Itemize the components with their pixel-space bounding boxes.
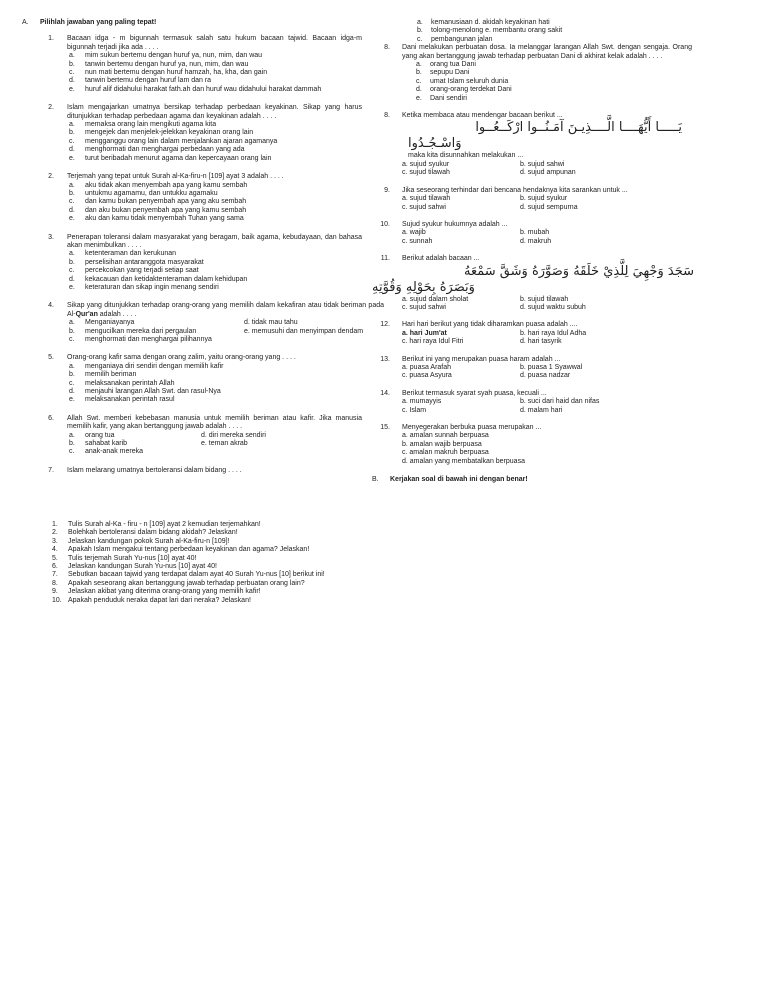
option-text: huruf alif didahului harakat fath.ah dan huruf wau didahului harakat dammah [85,85,322,93]
option-list [67,52,362,94]
option-letter: c. [69,198,75,206]
option-letter: a. [69,181,75,189]
option-item: d. diri mereka sendiri [201,431,266,439]
question-stem: Bacaan idga - m bigunnah termasuk salah satu hukum bacaan tajwid. Bacaan idga-m bigunnah terjadi jika ada . . . . [67,35,362,51]
option-item: b. mubah [520,229,550,237]
option-grid [402,161,692,178]
question-continuation: maka kita disunnahkan melakukan ... [408,152,524,160]
option-letter: e. [416,94,422,102]
option-item [69,129,362,137]
essay-number: 6. [52,563,58,571]
option-item: d. tidak mau tahu [244,319,298,327]
option-text: menjauhi larangan Allah Swt. dan rasul-Nya [85,388,221,396]
question-14 [372,390,692,415]
essay-text: Jelaskan akibat yang diterima orang-orang yang memilih kafir! [68,588,261,596]
option-letter: b. [69,129,75,137]
question-body [67,173,362,223]
option-item [69,52,362,60]
option-item [69,155,362,163]
section-b-letter: B. [372,476,379,484]
question-stem: Berikut ini yang merupakan puasa haram adalah ... [402,355,561,363]
option-item [69,121,362,129]
question-13 [372,356,692,381]
option-letter: c. [69,448,75,456]
option-grid [402,229,692,246]
essay-item [52,588,512,596]
option-text: orang tua [85,431,115,439]
essay-item [52,555,512,563]
question-stem: Hari hari berikut yang tidak diharamkan puasa adalah .... [402,321,578,329]
right-column [372,19,692,484]
question-number: 12. [380,321,390,329]
option-item [69,61,362,69]
option-item: c. puasa Asyura [402,372,452,380]
option-item: d. makruh [520,237,552,245]
option-item [416,95,692,103]
option-text: Dani sendiri [430,94,467,102]
option-item [69,284,362,292]
question-item [22,234,362,293]
option-grid [402,296,692,313]
option-item: d. amalan yang membatalkan berpuasa [402,457,525,465]
essay-number: 3. [52,537,58,545]
question-number: 8. [384,112,390,120]
option-grid [402,398,692,415]
question-stem: Berikut termasuk syarat syah puasa, kecuali ... [402,389,547,397]
essay-number: 4. [52,546,58,554]
option-item [417,19,692,27]
option-item [69,363,362,371]
option-letter: a. [69,362,75,370]
option-text: mim sukun bertemu dengan huruf ya, nun, mim, dan wau [85,52,263,60]
option-text: tanwin bertemu dengan huruf lam dan ra [85,77,212,85]
essay-text: Apakah penduduk neraka dapat lari dari neraka? Jelaskan! [68,596,251,604]
option-item [417,27,692,35]
question-8 [372,44,692,103]
option-text: tanwin bertemu dengan huruf ya, nun, mim, dan wau [85,60,249,68]
option-item: b. sujud tilawah [520,295,569,303]
question-body [67,234,362,293]
stem-part: adalah . . . . [97,310,137,318]
option-item [416,69,692,77]
option-item: c. Islam [402,406,427,414]
option-text: tolong-menolong e. membantu orang sakit [431,27,563,35]
option-item: e. memusuhi dan menyimpan dendam [244,327,364,335]
question-number: 2. [48,173,54,181]
option-text: menganiaya diri sendiri dengan memilih kafir [85,362,224,370]
option-item [69,388,362,396]
option-item: a. amalan sunnah berpuasa [402,432,489,440]
question-10 [372,221,692,246]
option-letter: c. [417,35,423,43]
option-text: menghormati dan menghargai perbedaan yang ada [85,146,245,154]
option-item: a. sujud syukur [402,160,450,168]
option-text: sepupu Dani [430,69,470,77]
option-item: c. sujud sahwi [402,303,446,311]
section-b-heading: Kerjakan soal di bawah ini dengan benar! [390,476,528,484]
option-item: a. sujud dalam sholat [402,295,469,303]
option-item: b. hari raya Idul Adha [520,329,587,337]
option-text: pembangunan jalan [431,35,493,43]
option-text: percekcokan yang terjadi setiap saat [85,267,199,275]
option-item [69,259,362,267]
option-item: a. sujud tilawah [402,195,451,203]
option-item: b. amalan wajib berpuasa [402,440,482,448]
question-stem: Jika seseorang terhindar dari bencana hendaknya kita sarankan untuk ... [402,186,628,194]
question-9 [372,187,692,212]
question-item [22,35,362,94]
option-item: b. sujud sahwi [520,160,565,168]
question-stem [67,302,384,319]
question-number: 4. [48,302,54,310]
question-number: 6. [48,414,54,422]
option-list [67,121,362,163]
option-letter: b. [416,69,422,77]
essay-item [52,538,512,546]
question-stem: Allah Swt. memberi kebebasan manusia untuk memilih beriman atau kafir. Jika manusia memilih kafir, yang akan bertanggung jawab adalah . . . . [67,414,362,431]
question-number: 11. [380,255,390,263]
arabic-prayer-line-1: سَجَدَ وَجْهِيَ لِلَّذِيْ خَلَقَهُ وَصَوَّرَهُ وَشَقَّ سَمْعَهُ [464,263,694,279]
option-item: a. wajib [402,229,426,237]
option-item: b. puasa 1 Syawwal [520,363,583,371]
question-stem: Orang-orang kafir sama dengan orang zalim, yaitu orang-orang yang . . . . [67,354,296,362]
option-item [69,432,201,440]
option-item [416,78,692,86]
question-stem: Dani melakukan perbuatan dosa. Ia melanggar larangan Allah Swt. dengan sengaja. Orang yang akan bertanggung jawab terhadap perbuatan Dani di akhirat kelak adalah . . . . [402,44,692,60]
essay-number: 9. [52,588,58,596]
option-list [67,319,384,344]
essay-number: 7. [52,571,58,579]
option-text: perselisihan antaranggota masyarakat [85,258,204,266]
option-grid [402,330,692,347]
option-item [69,146,362,154]
question-15 [372,424,692,466]
question-number: 3. [48,233,54,241]
option-text: nun mati bertemu dengan huruf hamzah, ha, kha, dan gain [85,69,268,77]
option-item: d. sujud sempurna [520,203,578,211]
essay-item [52,529,512,537]
question-number: 2. [48,104,54,112]
option-grid [69,319,384,344]
option-letter: b. [69,189,75,197]
essay-item [52,580,512,588]
option-letter: e. [69,215,75,223]
option-text: orang-orang terdekat Dani [430,86,512,94]
option-text: kemanusiaan d. akidah keyakinan hati [431,19,550,26]
essay-text: Bolehkah bertoleransi dalam bidang akidah? Jelaskan! [68,529,238,537]
option-text: melaksanakan perintah rasul [85,396,175,404]
option-item [69,319,244,327]
option-item: b. suci dari haid dan nifas [520,398,600,406]
essay-item [52,546,512,554]
essay-number: 1. [52,521,58,528]
option-letter: b. [69,440,75,448]
question-stem: Terjemah yang tepat untuk Surah al-Ka-firu-n [109] ayat 3 adalah . . . . [67,173,284,181]
option-text: kekacauan dan ketidaktenteraman dalam kehidupan [85,275,248,283]
essay-number: 10. [52,596,62,604]
option-item: a. puasa Arafah [402,363,452,371]
question-number: 15. [380,424,390,431]
question-stem: Penerapan toleransi dalam masyarakat yang beragam, baik agama, kebudayaan, dan bahasa akan menimbulkan . . . . [67,233,362,249]
option-letter: d. [69,388,75,396]
option-item [69,371,362,379]
essay-text: Sebutkan bacaan tajwid yang terdapat dalam ayat 40 Surah Yu-nus [10] berikut ini! [68,571,325,579]
question-number: 5. [48,354,54,362]
option-list [67,432,362,457]
question-stem: Islam melarang umatnya bertoleransi dalam bidang . . . . [67,466,242,474]
arabic-prayer-line-2: وَبَصَرَهُ بِحَوْلِهِ وَقُوَّتِهِ [372,279,475,295]
option-item [69,380,362,388]
option-letter: b. [417,27,423,35]
question-stem: Menyegerakan berbuka puasa merupakan ... [402,424,542,431]
question-body [67,302,384,344]
option-item [69,69,362,77]
option-letter: a. [417,19,423,26]
option-item: d. hari tasyrik [520,338,562,346]
option-letter: a. [69,431,75,439]
option-text: aku tidak akan menyembah apa yang kamu sembah [85,181,248,189]
option-text: mengucilkan mereka dari pergaulan [85,327,197,335]
question-item [22,173,362,223]
question-number: 8. [384,44,390,52]
option-text: memaksa orang lain mengikuti agama kita [85,121,217,129]
option-grid [402,364,692,381]
q7-options-continued [372,19,692,44]
option-text: anak-anak mereka [85,448,143,456]
option-text: dan aku bukan penyembah apa yang kamu sembah [85,206,247,214]
essay-item [52,521,512,529]
option-text: sahabat karib [85,440,128,448]
option-text: ketenteraman dan kerukunan [85,250,177,258]
question-number: 14. [380,389,390,397]
option-item [69,267,362,275]
question-body [67,104,362,163]
question-12 [372,321,692,346]
option-letter: d. [69,77,75,85]
option-item [69,448,201,456]
option-text: aku dan kamu tidak menyembah Tuhan yang sama [85,215,244,223]
option-text: orang tua Dani [430,61,476,69]
option-item [69,276,362,284]
option-letter: d. [69,275,75,283]
option-item: d. malam hari [520,406,563,414]
option-item: a. mumayyis [402,398,442,406]
option-letter: a. [69,121,75,129]
option-text: memilih beriman [85,371,137,379]
essay-number: 8. [52,579,58,587]
question-item [22,467,362,475]
option-list [402,432,692,466]
option-item [417,36,692,44]
question-body [67,35,362,94]
option-item [69,250,362,258]
option-letter: c. [69,69,75,77]
option-letter: c. [69,267,75,275]
option-item: a. hari Jum'at [402,329,447,337]
question-number: 1. [48,35,54,43]
option-letter: b. [69,258,75,266]
question-item [22,354,362,404]
option-letter: c. [69,336,75,343]
option-item: c. sunnah [402,237,433,245]
option-item [69,138,362,146]
option-item [69,182,362,190]
option-item [416,61,692,69]
option-item: c. hari raya Idul Fitri [402,338,464,346]
option-grid [402,195,692,212]
essay-text: Jelaskan kandungan Surah Yu-nus [10] ayat 40! [68,563,217,571]
option-item: c. amalan makruh berpuasa [402,449,489,457]
option-text: Menganiayanya [85,319,135,327]
arabic-verse-line-2: وَاسْـجُـدُوا [408,136,462,152]
option-list [67,182,362,224]
question-item [22,104,362,163]
option-item: d. sujud ampunan [520,169,576,177]
section-a-title [22,19,362,27]
question-number: 9. [384,186,390,194]
option-grid [69,432,362,457]
option-item [69,207,362,215]
question-stem: Islam mengajarkan umatnya bersikap terhadap perbedaan keyakinan. Sikap yang harus ditunjukkan terhadap perbedaan agama dan keyakinan adalah . . . . [67,104,362,120]
stem-part-bold: Qur'an [75,310,98,318]
option-letter: b. [69,327,75,335]
question-item [22,302,384,344]
option-letter: c. [69,137,75,145]
question-body [67,415,362,457]
option-text: untukmu agamamu, dan untukku agamaku [85,189,218,197]
option-item: d. sujud waktu subuh [520,303,586,311]
essay-item [52,563,512,571]
option-text: umat Islam seluruh dunia [430,77,509,85]
option-list [67,250,362,292]
essay-text: Jelaskan kandungan pokok Surah al-Ka-firu-n [109]! [68,537,230,545]
option-letter: c. [416,77,422,85]
arabic-verse-line-1: يَـــــا أَيُّهَــــا الَّــــذِيـنَ آمَـنُــوا ارْكَــعُــوا [475,120,682,136]
essay-text: Apakah Islam mengakui tentang perbedaan keyakinan dan agama? Jelaskan! [68,546,310,554]
option-item [416,86,692,94]
question-stem: Sujud syukur hukumnya adalah ... [402,220,508,228]
essay-text: Tulis terjemah Surah Yu-nus [10] ayat 40! [68,554,197,562]
question-body [67,467,362,475]
option-text: keteraturan dan sikap ingin menang sendiri [85,283,219,291]
option-item [69,77,362,85]
option-letter: a. [69,250,75,258]
option-letter: d. [69,206,75,214]
option-item [69,328,244,336]
option-item [69,86,362,94]
option-letter: e. [69,154,75,162]
question-number: 7. [48,466,54,474]
option-item [69,440,201,448]
left-column [22,19,384,475]
question-body [67,354,362,404]
essay-number: 5. [52,554,58,562]
option-letter: d. [69,146,75,154]
option-letter: b. [69,60,75,68]
question-stem: Berikut adalah bacaan ... [402,255,480,263]
question-number: 13. [380,355,390,363]
option-letter: b. [69,371,75,379]
section-a-heading: Pilihlah jawaban yang paling tepat! [40,19,157,26]
left-question-list [22,35,384,475]
option-letter: a. [416,61,422,69]
essay-number: 2. [52,529,58,537]
option-item [69,396,362,404]
option-item: c. sujud sahwi [402,203,446,211]
option-item [69,190,362,198]
option-letter: e. [69,85,75,93]
option-letter: d. [416,86,422,94]
option-letter: a. [69,319,75,327]
section-b-title [372,476,692,484]
option-item [69,198,362,206]
question-number: 10. [380,220,390,228]
essay-question-list [52,521,512,605]
option-list [67,363,362,405]
question-11 [372,255,692,312]
option-item [69,336,244,344]
option-item: c. sujud tilawah [402,169,450,177]
option-item: d. puasa nadzar [520,372,571,380]
essay-item [52,571,512,579]
option-letter: a. [69,52,75,60]
essay-item [52,597,512,605]
option-letter: c. [69,379,75,387]
essay-text: Tulis Surah al-Ka - firu - n [109] ayat 2 kemudian terjemahkan! [68,521,261,528]
option-text: melaksanakan perintah Allah [85,379,175,387]
option-letter: e. [69,396,75,404]
section-a-letter: A. [22,19,29,26]
option-item [69,215,362,223]
option-text: mengganggu orang lain dalam menjalankan ajaran agamanya [85,137,278,145]
option-text: menghormati dan menghargai pilihannya [85,336,212,343]
option-text: dan kamu bukan penyembah apa yang aku sembah [85,198,247,206]
stem-part: Sikap yang ditunjukkan terhadap orang-orang yang memilih dalam kekafiran atau tidak beriman pada Al- [67,302,384,318]
option-letter: e. [69,283,75,291]
question-8b [372,112,692,178]
question-stem: Ketika membaca atau mendengar bacaan berikut ... [402,112,563,120]
option-text: mengejek dan menjelek-jelekkan keyakinan orang lain [85,129,254,137]
option-text: turut beribadah menurut agama dan kepercayaan orang lain [85,154,272,162]
option-item: b. sujud syukur [520,195,568,203]
option-item: e. teman akrab [201,440,248,448]
question-item [22,415,362,457]
essay-text: Apakah seseorang akan bertanggung jawab terhadap perbuatan orang lain? [68,579,305,587]
